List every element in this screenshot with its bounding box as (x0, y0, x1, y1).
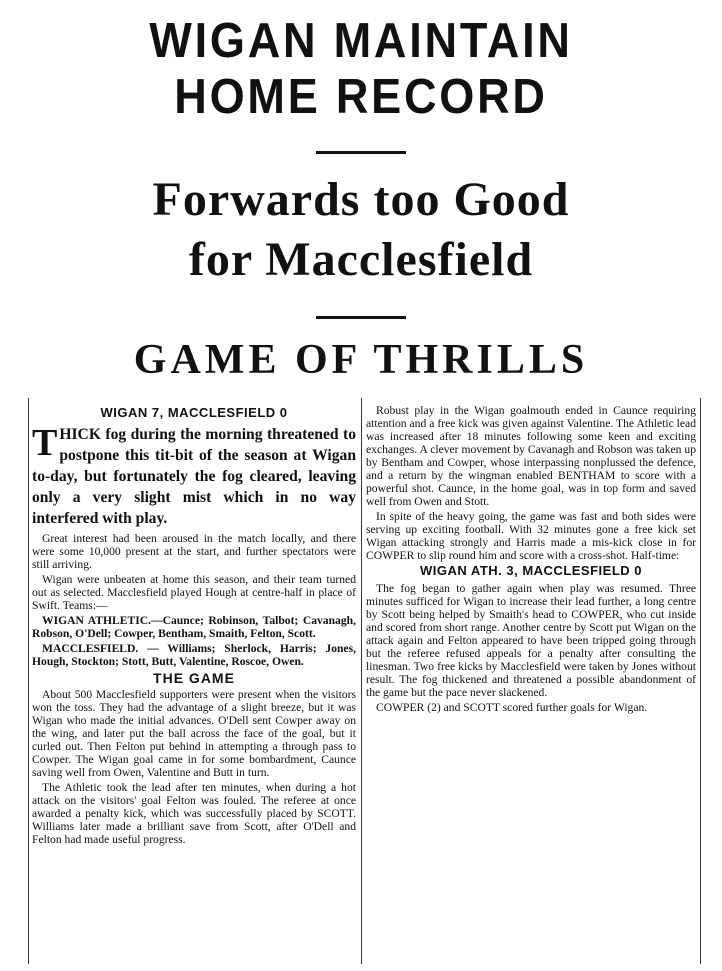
paragraph-robust: Robust play in the Wigan goalmouth ended in Caunce requiring attention and a free kick was given against Valentine. The Athletic lead was increased after 18 minutes following some keen and exciting exchanges. A clever movement by Cavanagh and Robson was taken up by Bentham and Cowper, whose interpassing nonplussed the defence, and a return by the wingman enabled BENTHAM to score with a powerful shot. Caunce, in the home goal, was in top form and saved well from Owen and Stott. (366, 404, 696, 508)
paragraph-heavy-going: In spite of the heavy going, the game was fast and both sides were serving up exciting football. With 32 minutes gone a free kick set Wigan attacking strongly and Harris made a mis-kick close in for COWPER to slip round him and score with a cross-shot. Half-time: (366, 510, 696, 562)
halftime-heading: WIGAN ATH. 3, MACCLESFIELD 0 (420, 563, 642, 578)
lead-paragraph (32, 424, 356, 529)
paragraph-supporters: About 500 Macclesfield supporters were present when the visitors won the toss. They had the advantage of a slight breeze, but it was Wigan who made the initial advances. O'Dell sent Cowper away on the wing, and later put the ball across the face of the goal, but it curled out. Then Felton put behind in attempting a through pass to Cowper. The Wigan goal came in for some bombardment, Caunce saving well from Owen, Valentine and Butt in turn. (32, 688, 356, 779)
paragraph-fog: The fog began to gather again when play was resumed. Three minutes sufficed for Wigan to increase their lead further, a long centre by Scott being helped by Smaith's head to COWPER, who cut inside and scored from short range. Another centre by Scott put Wigan on the attack again and Felton appeared to have been tripped going through but the referee refused appeals for a penalty after consulting the linesman. Two free kicks by Macclesfield were taken by Jones without result. The fog thickened and threatened a possible abandonment of the game but the pace never slackened. (366, 582, 696, 699)
lead-text: HICK fog during the morning threatened to postpone this tit-bit of the season at Wigan to-day, but fortunately the fog cleared, leaving only a very slight mist which in no way interfered with play. (32, 426, 356, 527)
drop-cap: T (32, 422, 58, 464)
team-wigan: WIGAN ATHLETIC.—Caunce; Robinson, Talbot; Cavanagh, Robson, O'Dell; Cowper, Bentham, Smaith, Felton, Scott. (32, 614, 356, 640)
subheadline-line-1: Forwards too Good (152, 173, 570, 226)
article-column-left (32, 404, 356, 848)
paragraph-unbeaten: Wigan were unbeaten at home this season, and their team turned out as selected. Macclesfield played Hough at centre-half in place of Swift. Teams:— (32, 573, 356, 612)
section-headline: GAME OF THRILLS (133, 337, 589, 383)
article-column-right (366, 404, 696, 716)
score-heading: WIGAN 7, MACCLESFIELD 0 (100, 405, 288, 420)
paragraph-interest: Great interest had been aroused in the match locally, and there were some 10,000 present at the start, and further spectators were still arriving. (32, 532, 356, 571)
team-macclesfield: MACCLESFIELD. — Williams; Sherlock, Harris; Jones, Hough, Stockton; Stott, Butt, Valentine, Roscoe, Owen. (32, 642, 356, 668)
headline-divider-1 (316, 151, 406, 154)
column-rule-right (700, 398, 701, 964)
column-rule-left (28, 398, 29, 964)
column-rule-middle (361, 398, 362, 964)
paragraph-lead-goal: The Athletic took the lead after ten minutes, when during a hot attack on the visitors' goal Felton was fouled. The referee at once awarded a penalty kick, which was successfully placed by SCOTT. Williams later made a brilliant save from Scott, after O'Dell and Felton had made useful progress. (32, 781, 356, 846)
paragraph-final: COWPER (2) and SCOTT scored further goals for Wigan. (376, 701, 648, 714)
headline-line-1: WIGAN MAINTAIN (149, 14, 573, 68)
subheadline-line-2: for Macclesfield (188, 233, 534, 286)
headline-divider-2 (316, 316, 406, 319)
headline-line-2: HOME RECORD (174, 70, 548, 124)
the-game-heading: THE GAME (153, 670, 235, 686)
